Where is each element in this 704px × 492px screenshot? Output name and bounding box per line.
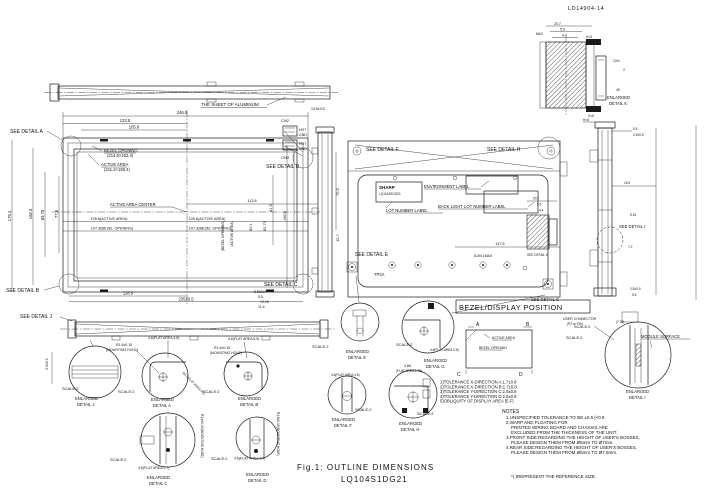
- sheet-of-aluminum-label: THE SHEET OF ALUMINUM: [201, 102, 259, 107]
- cn1-dim-5-5: 5.5: [537, 202, 542, 207]
- dim-8-5max: 8.5MAX: [254, 290, 267, 294]
- g-scale: SCALE:2: [396, 342, 413, 347]
- dim-81-5: 81.5: [269, 204, 273, 212]
- h-enlarged: ENLARGED: [399, 421, 423, 426]
- dim-75-5: 75.5: [336, 188, 340, 196]
- see-detail-b-label: SEE DETAIL B: [6, 288, 40, 294]
- note-line-1: 1.UNSPECIFIED TOLERANCE TO BE ±0.5 |<0.8: [506, 415, 605, 420]
- c-scale: SCALE:2: [110, 457, 127, 462]
- d-enlarged: ENLARGED: [246, 472, 270, 477]
- front-view: [6, 110, 320, 305]
- see-detail-h-label: SEE DETAIL H: [487, 147, 521, 153]
- backlight-lot-label: BACK LIGHT LOT NUMBER LABEL: [438, 204, 506, 209]
- k-h8-bottom: H=8: [588, 114, 594, 118]
- see-detail-g-label: SEE DETAIL G: [531, 297, 560, 302]
- c-rot: R1.6±0.15(MOUNTING HOLE): [200, 414, 204, 458]
- i-name: DETAIL I: [629, 395, 646, 400]
- k-dim-4-4: 4.4: [562, 33, 567, 38]
- see-detail-e-label: SEE DETAIL E: [355, 252, 389, 258]
- dim-235: 235±0.5: [178, 296, 194, 302]
- dim-113-8: 113.8: [247, 199, 257, 203]
- user-connector-label: USER CONNECTOR: [563, 317, 597, 321]
- pos-d-label: D: [519, 372, 523, 378]
- cn2-gnd-label: GND: [299, 133, 307, 137]
- see-detail-c-label: SEE DETAIL C: [264, 282, 298, 288]
- environment-label: ENVIRONMENT LABEL: [424, 184, 470, 189]
- dim-2-5-bottom: 2.5±0.5: [630, 287, 641, 291]
- active-area-center-label: ACTIVE AREA CENTER: [110, 202, 156, 207]
- bezel-display-position: [456, 300, 614, 378]
- bezel-position-title: BEZEL/DISPLAY POSITION: [459, 303, 563, 312]
- dim-77-5: 77.5: [54, 209, 59, 219]
- dim-123-5: 123.5: [119, 118, 131, 123]
- pos-a-label: A: [476, 322, 480, 328]
- g-enlarged: ENLARGED: [424, 358, 448, 363]
- dim-117-5: 117.5: [495, 242, 505, 246]
- half-bezel-right: 107.3(BEZEL OPENING): [188, 226, 232, 231]
- h-name: DETAIL H: [401, 427, 420, 432]
- rear-view: [347, 137, 567, 313]
- dim-118-5: 118.5: [122, 290, 134, 296]
- half-active-left: 105.6(ACTIVE AREA): [90, 217, 128, 221]
- b-scale: SCALE:2: [203, 389, 220, 394]
- see-detail-a-label: SEE DETAIL A: [10, 129, 43, 135]
- see-detail-k-label: SEE DETAIL K: [527, 253, 549, 257]
- c-flat: 4.6(FLAT AREA 0.7): [138, 466, 170, 470]
- half-bezel-left: 107.3(BEZEL OPENING): [90, 226, 134, 231]
- sharp-logo-text: SHARP: [379, 185, 395, 190]
- dim-166-8: 166.8: [283, 211, 287, 221]
- b-name: DETAIL B: [240, 402, 259, 407]
- lot-number-label: LOT NUMBER LABEL: [386, 208, 428, 213]
- active-area-label: ACTIVE AREA: [101, 162, 129, 167]
- dim-5-5-top: 5.5: [633, 127, 638, 131]
- i-scale: SCALE:2: [574, 324, 591, 329]
- dim-13-5: 13.5±0.5: [311, 107, 325, 111]
- pos-c-label: C: [457, 372, 461, 378]
- half-active-right: 105.6(ACTIVE AREA): [188, 217, 226, 221]
- sharp-model-text: LQ104S1DG21: [379, 192, 401, 196]
- dim-7-2: 7.2: [628, 245, 633, 249]
- e-scale: SCALE:2: [312, 344, 329, 349]
- dim-82-75: 82.75: [263, 221, 267, 231]
- f-scale: SCALE:2: [355, 407, 372, 412]
- mounting-holes-callout: 8-Ø4.1MAX: [474, 254, 493, 258]
- top-view: [44, 82, 338, 108]
- notes-block: [502, 409, 640, 479]
- j-enlarged: ENLARGED: [75, 396, 99, 401]
- enlarged-detail-f: [328, 373, 372, 428]
- tolerance-row-2: 2)TOLERANCE X-DIRECTION B:1.7±0.8: [440, 384, 517, 390]
- k-pin40-label: 40: [616, 88, 620, 92]
- enlarged-detail-c: [110, 413, 204, 486]
- d-name: DETAIL D: [248, 478, 267, 483]
- cn3-label: CN3: [281, 155, 290, 160]
- e-name: DETAIL E: [348, 355, 367, 360]
- see-detail-d-label: SEE DETAIL D: [266, 164, 300, 170]
- active-area-size: (211.2×158.4): [104, 167, 130, 172]
- dim-246-5: 246.5: [176, 110, 188, 115]
- note-line-7: 4.REAR SIDE:REGARDING THE HEIGHT OF USER'S BOSSES,: [506, 445, 637, 450]
- d-rot: R1.6±0.15(MOUNTING HOLE): [276, 412, 280, 456]
- i-enlarged: ENLARGED: [626, 389, 650, 394]
- dim-2-5-top: 2.5±0.5: [633, 133, 644, 137]
- i-dim: (7.05): [616, 320, 625, 324]
- c-enlarged: ENLARGED: [147, 475, 171, 480]
- j-scale: SCALE:2: [62, 386, 79, 391]
- note-line-5: 3.FRONT SIDE:REGARDING THE HEIGHT OF USER'S BOSSES,: [506, 435, 640, 440]
- e-enlarged: ENLARGED: [346, 349, 370, 354]
- h-flat: (FLAT AREA 4.15): [396, 369, 422, 373]
- enlarged-detail-b: [203, 337, 268, 407]
- enlarged-detail-k: [536, 22, 630, 118]
- dim-84-75: 84.75: [40, 209, 45, 221]
- k-dim-5-5: 5.5: [560, 27, 565, 32]
- cn2-label: CN2: [281, 118, 290, 123]
- dim-5-15: 5.15: [630, 213, 637, 217]
- dim-105-8: 105.8: [128, 124, 140, 130]
- bezel-opening-size: (214.6×162.4): [107, 153, 134, 158]
- enlarged-detail-d: [211, 412, 280, 483]
- title-block: [297, 463, 434, 484]
- j-dim: 2.5±0.2: [45, 358, 49, 370]
- note-line-2: 2.WARP AND FLOATING FOR: [506, 420, 568, 425]
- a-scale: SCALE:2: [118, 389, 135, 394]
- notes-heading: NOTES: [502, 409, 520, 415]
- g-flat: 4.6(FLAT AREA 0.9): [430, 348, 459, 352]
- pos-active-area: ACTIVE AREA: [492, 336, 515, 340]
- enlarged-detail-i: [574, 312, 690, 400]
- a-flat: 4.6(FLAT AREA 4.6): [148, 336, 180, 340]
- bezel-pos-scale: SCALE:2: [566, 335, 583, 340]
- user-connector-sub: (P2 or PW): [567, 322, 583, 326]
- k-pin2-label: 2: [623, 68, 625, 72]
- figure-title: Fig.1: OUTLINE DIMENSIONS: [297, 463, 435, 472]
- cn1-dim-20-7: 20.7: [533, 196, 540, 201]
- cn3-hot-label: HOT: [299, 142, 307, 146]
- g-name: DETAIL G: [426, 364, 445, 369]
- cn2-cn3-connectors: [264, 118, 307, 288]
- k-max-label: MAX: [536, 32, 543, 36]
- k-enlarged-label: ENLARGED: [607, 95, 631, 100]
- a-mounting-hole: (MOUNTING HOLE): [106, 348, 138, 352]
- note-line-4: EXCLUDED FROM THE THICKNESS OF THE UNIT.: [511, 430, 618, 435]
- cn1-dim-4-4: 4.4: [539, 208, 544, 213]
- k-h8-top: H=8: [586, 35, 592, 39]
- cn2-hot-label: HOT: [299, 128, 307, 132]
- k-name-label: DETAIL K: [609, 101, 628, 106]
- enlarged-detail-g: [396, 301, 459, 369]
- pos-b-label: B: [526, 322, 530, 328]
- dim-179-4: 179.4: [7, 210, 12, 222]
- f-flat: 4.6(FLAT AREA 4.6): [331, 373, 360, 377]
- h8-right-label: H=8: [583, 118, 589, 122]
- pos-bezel-opening: BEZEL OPENING: [479, 346, 508, 350]
- dim-10-16: 10.16: [260, 300, 269, 304]
- see-detail-i-label: SEE DETAIL I: [619, 224, 646, 229]
- k-cn1-label: CN1: [613, 59, 621, 63]
- dim-5-5-side: 5.5: [258, 295, 263, 299]
- b-r-hole: R1.6±0.15: [214, 346, 231, 350]
- c-name: DETAIL C: [149, 481, 168, 486]
- dim-16-5: 16.5: [624, 181, 631, 185]
- i-module-surface: MODULE SURFACE: [641, 334, 680, 339]
- a-enlarged: ENLARGED: [151, 397, 175, 402]
- tolerance-row-3: 3)TOLERANCE Y-DIRECTION C:2.0±0.8: [440, 389, 517, 395]
- j-name: DETAIL J: [77, 402, 95, 407]
- model-number: LQ104S1DG21: [341, 475, 408, 484]
- drawing-number: LD14904-14: [568, 6, 605, 12]
- dim-45-7: 45.7: [336, 234, 340, 242]
- v-active-area-label: (ACTIVE AREA): [230, 221, 234, 247]
- d-flat: 4.6(FLAT AREA 0.7): [234, 456, 266, 461]
- cn3-gnd-label: GND: [299, 147, 307, 151]
- dim-5-5-bottom: 5.5: [632, 293, 637, 297]
- tp2a-label: TP2A: [374, 272, 385, 277]
- b-flat: 4.6(FLAT AREA 6.9): [228, 337, 260, 341]
- note-line-3: PRINTED WIRING BOARD AND CHASSIS ARE: [511, 425, 608, 430]
- f-enlarged: ENLARGED: [332, 417, 356, 422]
- h-dim: 4.85: [404, 364, 411, 368]
- enlarged-detail-e: [312, 303, 379, 360]
- dim-80-1: 80.1: [249, 223, 253, 231]
- note-line-8: PLEASE DESIGN THEM FROM Ø6mm TO Ø7.5mm.: [511, 450, 618, 455]
- h-scale: SCALE:2: [417, 411, 434, 416]
- tolerance-row-4: 4)TOLERANCE Y-DIRECTION D:2.0±0.8: [440, 393, 517, 399]
- see-detail-f-label: SEE DETAIL F: [366, 147, 399, 153]
- a-r-hole: R1.6±0.15: [116, 343, 133, 347]
- tolerance-row-1: 1)TOLERANCE X-DIRECTION A:1.7±0.8: [440, 379, 517, 385]
- b-enlarged: ENLARGED: [238, 396, 262, 401]
- note-line-6: PLEASE DESIGN THEM FROM Ø6mm TO Ø7mm.: [511, 440, 614, 445]
- notes-footnote: *( )REPRESENT THE REFERENCE SIZE.: [511, 474, 597, 479]
- d-scale: SCALE:2: [211, 456, 228, 461]
- f-name: DETAIL F: [334, 423, 352, 428]
- right-side-profile-view: [583, 118, 696, 300]
- see-detail-j-label: SEE DETAIL J: [20, 314, 53, 320]
- a-diag: R6.5(FLAT AREA R6): [181, 371, 206, 396]
- tolerance-row-5: 5)OBLIQUITY OF DISPLAY AREA |E-F|: [440, 398, 514, 404]
- a-name: DETAIL A: [153, 403, 171, 408]
- bezel-opening-label: BEZEL OPENING: [104, 148, 138, 153]
- k-dim-20-7: 20.7: [554, 22, 561, 26]
- dim-11-6: 11.6: [258, 305, 265, 309]
- b-mounting-hole: (MOUNTING HOLE): [210, 351, 242, 355]
- v-bezel-opening-label: (BEZEL OPENING): [221, 220, 225, 252]
- dim-168-3: 168.3: [28, 208, 33, 220]
